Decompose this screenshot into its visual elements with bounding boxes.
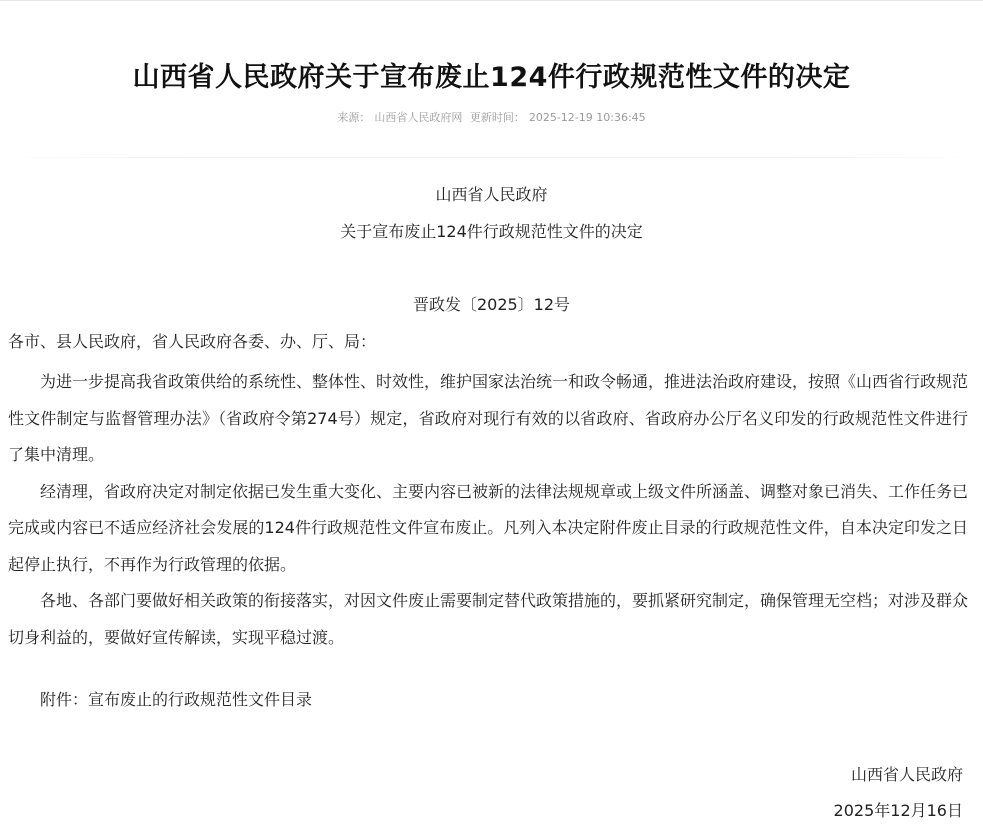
attachment-link[interactable]: 附件：宣布废止的行政规范性文件目录 (40, 690, 313, 709)
source-link[interactable]: 山西省人民政府网 (374, 111, 463, 124)
updated-label: 更新时间： (469, 111, 525, 124)
document-number: 晋政发〔2025〕12号 (412, 295, 571, 314)
updated-time: 2025-12-19 10:36:45 (528, 111, 646, 124)
body-paragraph: 为进一步提高我省政策供给的系统性、整体性、时效性，维护国家法治统一和政令畅通，推进法治政府建设，按照《山西省行政规范性文件制定与监督管理办法》（省政府令第274号）规定，省政府对现行有效的以省政府、省政府办公厅名义印发的行政规范性文件进行了集中清理。 (8, 372, 969, 464)
document-issuer: 山西省人民政府 (435, 185, 548, 204)
article-title: 山西省人民政府关于宣布废止124件行政规范性文件的决定 (132, 62, 851, 94)
document-subject: 关于宣布废止124件行政规范性文件的决定 (340, 222, 643, 241)
body-paragraph: 各地、各部门要做好相关政策的衔接落实，对因文件废止需要制定替代政策措施的，要抓紧研究制定，确保管理无空档；对涉及群众切身利益的，要做好宣传解读，实现平稳过渡。 (8, 591, 969, 647)
document-recipients: 各市、县人民政府，省人民政府各委、办、厅、局： (8, 332, 377, 351)
document-body (8, 364, 968, 656)
source-label: 来源： (337, 111, 371, 124)
top-divider (0, 0, 983, 1)
body-paragraph: 经清理，省政府决定对制定依据已发生重大变化、主要内容已被新的法律法规规章或上级文件所涵盖、调整对象已消失、工作任务已完成或内容已不适应经济社会发展的124件行政规范性文件宣布废止。凡列入本决定附件废止目录的行政规范性文件，自本决定印发之日起停止执行，不再作为行政管理的依据。 (8, 481, 969, 574)
document-date: 2025年12月16日 (833, 801, 963, 820)
document-signature: 山西省人民政府 (850, 765, 963, 784)
meta-divider (0, 157, 983, 158)
article-meta (0, 110, 983, 126)
